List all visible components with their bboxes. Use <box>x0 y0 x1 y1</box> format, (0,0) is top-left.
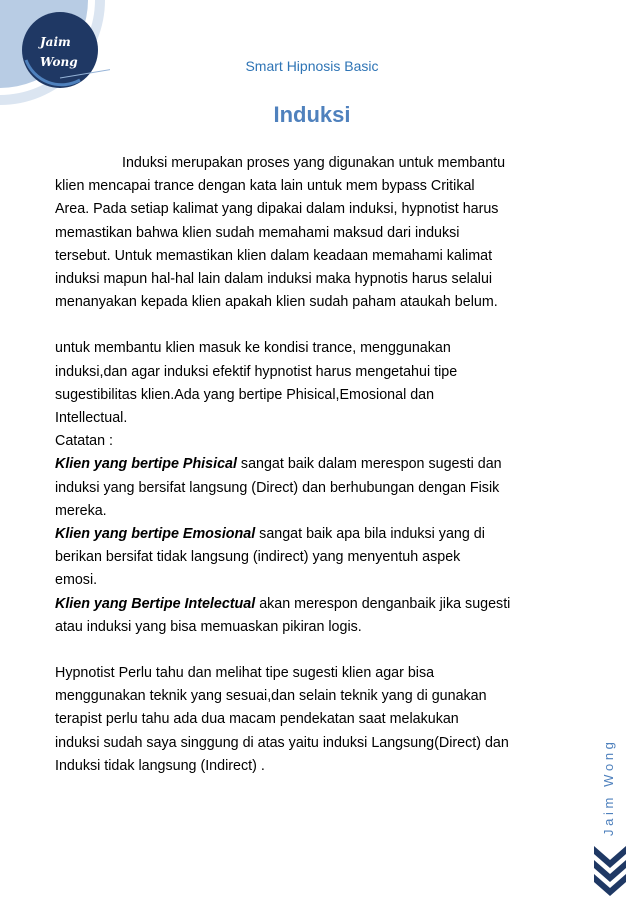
text-line: terapist perlu tahu ada dua macam pendekatan saat melakukan <box>55 711 459 728</box>
text-line: Hypnotist Perlu tahu dan melihat tipe sugesti klien agar bisa <box>55 665 435 682</box>
catatan-label: Catatan : <box>55 433 114 450</box>
chevron-down-icon <box>590 842 630 902</box>
text-line: berikan bersifat tidak langsung (indirect) yang menyentuh aspek <box>55 549 461 566</box>
text-line: induksi mapun hal-hal lain dalam induksi maka hypnotis harus selalui <box>55 271 493 288</box>
text-line: Induksi merupakan proses yang digunakan untuk membantu <box>122 155 506 171</box>
heading-text: Induksi <box>273 102 351 127</box>
text-line: induksi yang bersifat langsung (Direct) dan berhubungan dengan Fisik <box>55 479 500 496</box>
text-line: sangat baik dalam merespon sugesti dan <box>236 456 502 473</box>
corner-logo <box>0 0 110 110</box>
page-title <box>0 102 638 128</box>
intro-paragraph <box>55 152 580 314</box>
logo-line-1: Jaim <box>40 35 71 49</box>
logo-line-2: Wong <box>40 55 78 69</box>
side-label-text: J a i m W o n g <box>601 742 616 836</box>
text-line: Induksi tidak langsung (Indirect) . <box>55 757 265 774</box>
text-line: Intellectual. <box>55 410 128 427</box>
type-intellectual-label: Klien yang Bertipe Intelectual <box>55 595 256 612</box>
second-paragraph <box>55 337 580 639</box>
text-line: induksi sudah saya singgung di atas yaitu induksi Langsung(Direct) dan <box>55 734 509 751</box>
type-physical-label: Klien yang bertipe Phisical <box>55 456 237 473</box>
text-line: menggunakan teknik yang sesuai,dan selain teknik yang di gunakan <box>55 688 487 705</box>
text-line: emosi. <box>55 572 98 589</box>
text-line: Area. Pada setiap kalimat yang dipakai dalam induksi, hypnotist harus <box>55 201 499 218</box>
document-body <box>55 152 580 778</box>
text-line: atau induksi yang bisa memuaskan pikiran logis. <box>55 618 362 635</box>
text-line: tersebut. Untuk memastikan klien dalam keadaan memahami kalimat <box>55 247 493 264</box>
text-line: mereka. <box>55 502 107 519</box>
text-line: menanyakan kepada klien apakah klien sudah paham ataukah belum. <box>55 294 498 311</box>
closing-paragraph <box>55 662 580 778</box>
text-line: induksi,dan agar induksi efektif hypnotist harus mengetahui tipe <box>55 363 458 380</box>
side-author-label <box>593 700 623 840</box>
page-header <box>0 58 638 74</box>
text-line: untuk membantu klien masuk ke kondisi trance, menggunakan <box>55 340 451 357</box>
text-line: akan merespon denganbaik jika sugesti <box>255 595 511 612</box>
header-title: Smart Hipnosis Basic <box>245 58 379 74</box>
text-line: klien mencapai trance dengan kata lain untuk mem bypass Critikal <box>55 178 475 195</box>
text-line: sangat baik apa bila induksi yang di <box>255 526 485 543</box>
text-line: sugestibilitas klien.Ada yang bertipe Phisical,Emosional dan <box>55 386 435 403</box>
text-line: memastikan bahwa klien sudah memahami maksud dari induksi <box>55 224 460 241</box>
type-emotional-label: Klien yang bertipe Emosional <box>55 526 256 543</box>
